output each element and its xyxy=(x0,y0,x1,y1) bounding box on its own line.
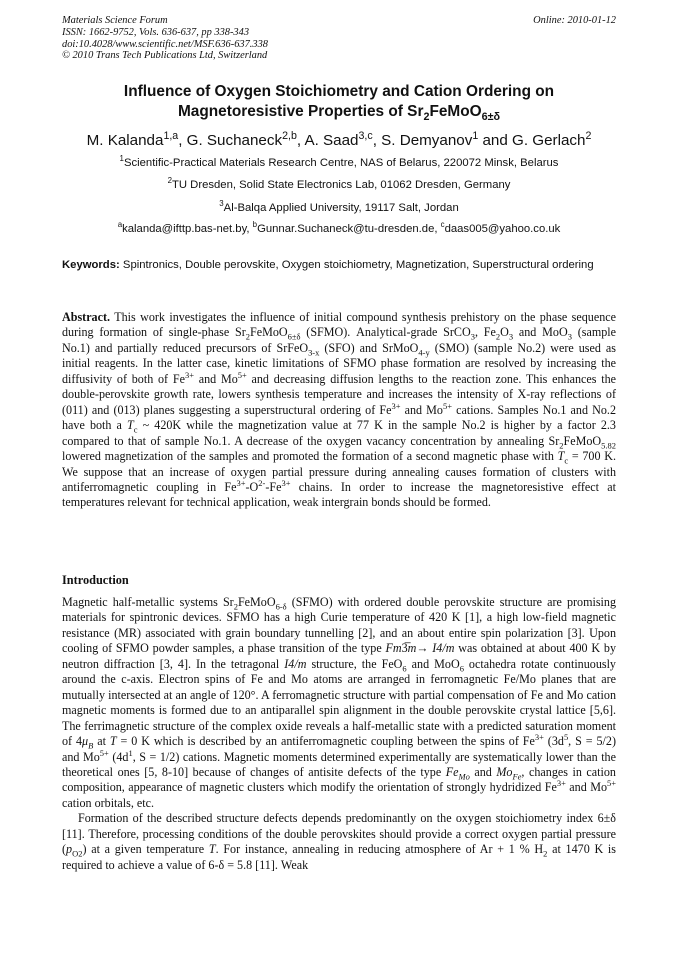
author: S. Demyanov$^1$ xyxy=(381,129,479,149)
introduction-body xyxy=(62,595,616,873)
affiliation-2: $^2$TU Dresden, Solid State Electronics Lab, 01062 Dresden, Germany xyxy=(167,176,511,191)
paragraph: Magnetic half-metallic systems $Sr_2FeMoO_{6-\delta}$ (SFMO) with ordered double perovskite structure are promising materials for spintronic devices. SFMO has a high Curie temperature of 420 K [1], a high low-field magnetic resistance (MR) associated with grain boundary tunnelling [2], and an about entire spin polarization [3]. Upon cooling of SFMO powder samples, a phase transition of the type Fm3̅m→ I4/m was obtained at about 400 K by neutron diffraction [3, 4]. In the tetragonal I4/m structure, the FeO$_6$ and MoO$_6$ octahedra rotate continuously around the c-axis. Electron spins of Fe and Mo atoms are arranged in ferromagnetic Fe/Mo planes that are mutually intersected at an angle of 120°. A ferromagnetic structure with partial compensation of Fe and Mo cation magnetic moments is formed due to an antiparallel spin alignment in the double perovskite crystal lattice [5,6]. The ferrimagnetic structure of the complex oxide reveals a half-metallic state with a predicted saturation moment of $4\mu_B$ at T = 0 K which is described by an antiferromagnetic coupling between the spins of $Fe^{3+}$ ($3d^5$, S = 5/2) and $Mo^{5+}$ ($4d^1$, S = 1/2) cations. Magnetic moments determined experimentally are systematically lower than the theoretical ones [5, 8-10] because of changes of antisite defects of the type $Fe_{Mo}$ and $Mo_{Fe}$, changes in cation composition, appearance of magnetic clusters which modify the orientation of strongly hydridized $Fe^{3+}$ and $Mo^{5+}$ cation orbitals, etc. xyxy=(62,595,617,810)
keywords xyxy=(62,259,616,273)
author: G. Gerlach$^2$ xyxy=(512,129,592,149)
abstract: Abstract. This work investigates the influence of initial compound synthesis prehistory on the phase sequence during formation of single-phase $Sr_2FeMoO_{6\pm\delta}$ (SFMO). Analytical-grade SrCO$_3$, $Fe_2O_3$ and MoO$_3$ (sample No.1) and partially reduced precursors of SrFeO$_{3-x}$ (SFO) and SrMoO$_{4-y}$ (SMO) (sample No.2) were used as initial reagents. In the latter case, kinetic limitations of SFMO phase formation are resolved by increasing the diffusivity of both of $Fe^{3+}$ and $Mo^{5+}$ and decreasing diffusion lengths to the reaction zone. This enhances the double-perovskite growth rate, lowers synthesis temperature and increases the intensity of X-ray reflections of (011) and (013) planes suggesting a superstructural ordering of $Fe^{3+}$ and $Mo^{5+}$ cations. Samples No.1 and No.2 have both a $T_c$ ~ 420K while the magnetization value at 77 K in the sample No.2 is higher by a factor 2.3 compared to that of sample No.1. A decrease of the oxygen vacancy concentration by annealing $Sr_2FeMoO_{5.82}$ lowered magnetization of the samples and promoted the formation of a second magnetic phase with $T_c = 700$ K. We suppose that an increase of oxygen partial pressure during annealing causes formation of clusters with antiferromagnetic coupling in $Fe^{3+}-O^{2-}-Fe^{3+}$ chains. In order to increase the magnetoresistive effect at temperatures relevant for technical application, weak intergrain bonds should be formed. xyxy=(62,310,617,510)
author: G. Suchaneck$^{2,b}$ xyxy=(186,129,297,149)
title-line-2: Magnetoresistive Properties of $Sr_2FeMoO_{6\pm\delta}$ xyxy=(177,103,501,124)
author: M. Kalanda$^{1,a}$ xyxy=(86,129,179,149)
journal-name: Materials Science Forum xyxy=(62,15,168,26)
author: A. Saad$^{3,c}$ xyxy=(304,129,373,149)
keywords-label: Keywords: xyxy=(62,259,120,271)
title-line-1: Influence of Oxygen Stoichiometry and Cation Ordering on xyxy=(123,83,555,100)
journal-copyright: © 2010 Trans Tech Publications Ltd, Switzerland xyxy=(62,50,268,62)
section-heading-introduction: Introduction xyxy=(62,573,129,587)
affiliation-1: $^1$Scientific-Practical Materials Research Centre, NAS of Belarus, 220072 Minsk, Belarus xyxy=(119,154,559,169)
author-emails: $^a$kalanda@ifttp.bas-net.by, $^b$Gunnar.Suchaneck@tu-dresden.de, $^c$daas005@yahoo.co.uk xyxy=(117,220,561,235)
journal-doi: doi:10.4028/www.scientific.net/MSF.636-637.338 xyxy=(62,38,268,50)
affiliation-3: $^3$Al-Balqa Applied University, 19117 Salt, Jordan xyxy=(219,199,459,214)
journal-issn: ISSN: 1662-9752, Vols. 636-637, pp 338-343 xyxy=(62,26,250,38)
paragraph: Formation of the described structure defects depends predominantly on the oxygen stoichiometry index 6±δ [11]. Therefore, processing conditions of the double perovskites should provide a correct oxygen partial pressure $(p_{O2})$ at a given temperature T. For instance, annealing in reducing atmosphere of Ar + 1 % $H_2$ at 1470 K is required to achieve a value of 6-δ = 5.8 [11]. Weak xyxy=(62,811,616,872)
online-date: Online: 2010-01-12 xyxy=(533,15,616,26)
keywords-text: Spintronics, Double perovskite, Oxygen stoichiometry, Magnetization, Superstructural ordering xyxy=(119,259,594,271)
author-list: M. Kalanda$^{1,a}$, G. Suchaneck$^{2,b}$, A. Saad$^{3,c}$, S. Demyanov$^1$ and G. Gerlach$^2$ xyxy=(86,129,592,149)
journal-header xyxy=(62,15,268,62)
paper-title xyxy=(62,82,616,122)
abstract-label: Abstract. xyxy=(62,310,111,324)
